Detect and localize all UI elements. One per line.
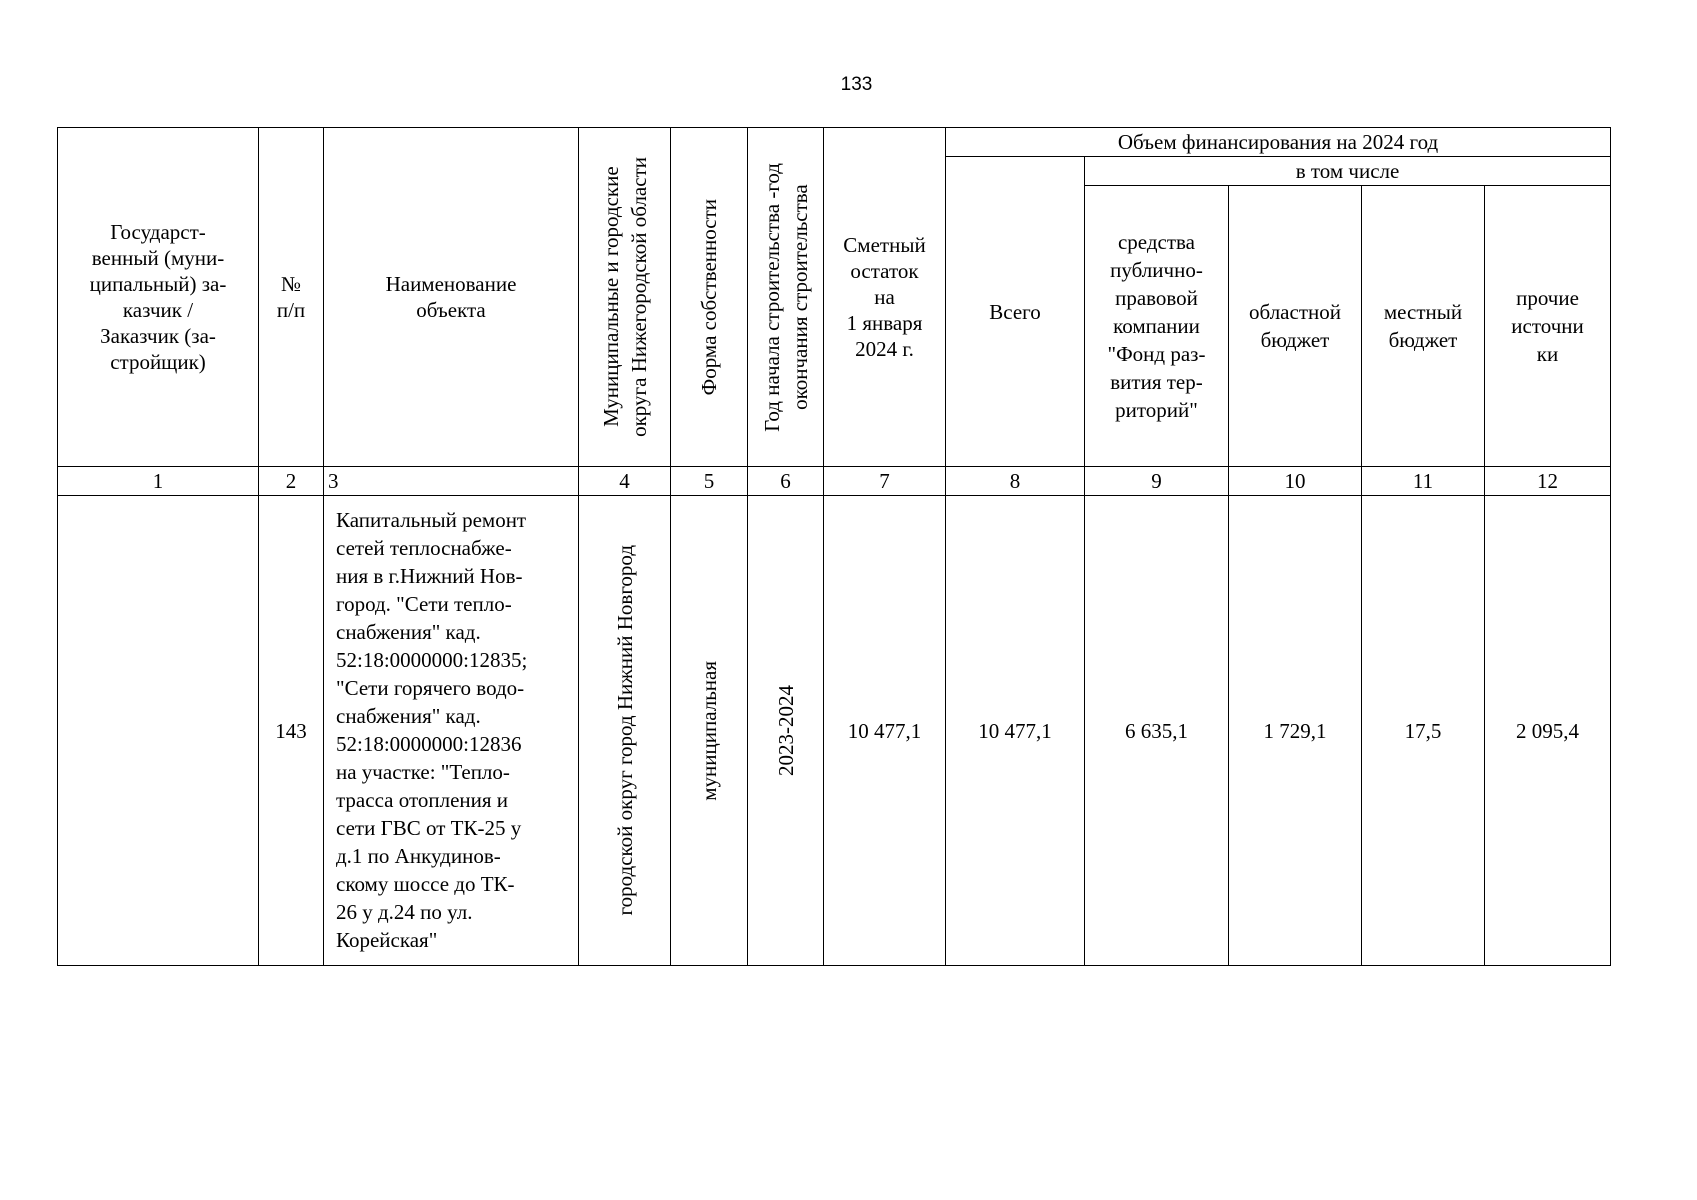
row-municipality-text: городской округ город Нижний Новгород [612,545,637,916]
column-number: 8 [946,467,1085,496]
row-municipality [579,496,671,966]
page-number: 133 [840,74,873,95]
table-row [58,496,1611,966]
header-regional: областной бюджет [1229,186,1362,467]
header-number: № п/п [259,128,324,467]
header-municipality [579,128,671,467]
header-customer: Государст- венный (муни- ципальный) за- казчик / Заказчик (за- стройщик) [58,128,259,467]
header-local: местный бюджет [1362,186,1485,467]
header-total: Всего [946,157,1085,467]
header-ownership [671,128,748,467]
column-number: 12 [1485,467,1611,496]
row-total: 10 477,1 [946,496,1085,966]
column-number: 2 [259,467,324,496]
column-number: 10 [1229,467,1362,496]
header-years [748,128,824,467]
header-fund: средства публично- правовой компании "Фонд раз- вития тер- риторий" [1085,186,1229,467]
column-number: 9 [1085,467,1229,496]
column-number: 4 [579,467,671,496]
column-number: 11 [1362,467,1485,496]
row-customer [58,496,259,966]
header-funding-group: Объем финансирования на 2024 год [946,128,1611,157]
header-object-name: Наименование объекта [324,128,579,467]
header-including: в том числе [1085,157,1611,186]
column-number: 1 [58,467,259,496]
column-number: 5 [671,467,748,496]
header-estimate-balance: Сметный остаток на 1 января 2024 г. [824,128,946,467]
row-other: 2 095,4 [1485,496,1611,966]
row-estimate-balance: 10 477,1 [824,496,946,966]
header-row-1 [58,128,1611,157]
financing-table [57,127,1611,966]
row-regional: 1 729,1 [1229,496,1362,966]
header-municipality-text: Муниципальные и городские округа Нижегородской области [598,157,651,437]
row-object-name: Капитальный ремонт сетей теплоснабже- ния в г.Нижний Нов- город. "Сети тепло- снабжения" кад. 52:18:0000000:12835; "Сети горячего водо- снабжения" кад. 52:18:0000000:12836 на участке: "Тепло- трасса отопления и сети ГВС от ТК-25 у д.1 по Анкудинов- скому шоссе до ТК- 26 у д.24 по ул. Корейская" [324,496,579,966]
row-local: 17,5 [1362,496,1485,966]
row-ownership-text: муниципальная [697,660,721,801]
column-number: 3 [324,467,579,496]
column-number: 7 [824,467,946,496]
column-number-row [58,467,1611,496]
header-ownership-text: Форма собственности [697,198,721,396]
row-fund: 6 635,1 [1085,496,1229,966]
row-years-text: 2023-2024 [773,685,798,776]
row-ownership [671,496,748,966]
column-number: 6 [748,467,824,496]
header-years-text: Год начала строительства -год окончания строительства [759,162,812,432]
row-years [748,496,824,966]
row-number: 143 [259,496,324,966]
header-other: прочие источни ки [1485,186,1611,467]
